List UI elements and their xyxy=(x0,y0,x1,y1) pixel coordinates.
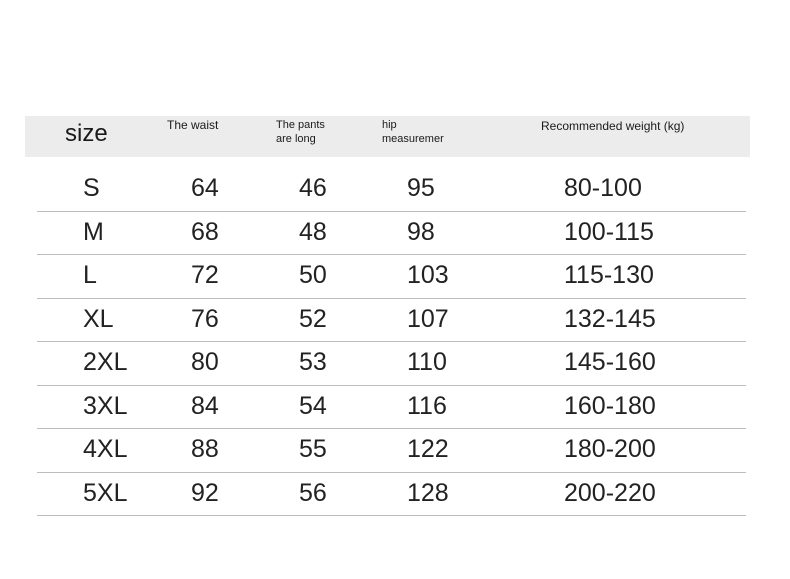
table-row xyxy=(37,472,746,517)
row-waist: 72 xyxy=(191,261,219,289)
row-size: XL xyxy=(83,304,114,333)
row-size: 4XL xyxy=(83,435,128,463)
table-row xyxy=(37,211,746,256)
row-waist: 76 xyxy=(191,304,219,333)
row-size: M xyxy=(83,217,104,246)
row-hip: 110 xyxy=(407,348,447,376)
table-row xyxy=(37,167,746,212)
row-recommended-weight: 180-200 xyxy=(564,435,656,463)
row-recommended-weight: 132-145 xyxy=(564,304,656,333)
table-row xyxy=(37,254,746,299)
row-pants-length: 46 xyxy=(299,174,327,202)
row-waist: 80 xyxy=(191,348,219,376)
header-size: size xyxy=(65,120,108,147)
row-size: 2XL xyxy=(83,348,128,376)
row-recommended-weight: 115-130 xyxy=(564,261,654,289)
row-size: 3XL xyxy=(83,391,128,420)
row-recommended-weight: 100-115 xyxy=(564,217,654,246)
header-pants-length xyxy=(276,118,325,146)
row-hip: 116 xyxy=(407,391,447,420)
row-pants-length: 55 xyxy=(299,435,327,463)
row-hip: 128 xyxy=(407,478,449,507)
row-size: L xyxy=(83,261,97,289)
row-hip: 98 xyxy=(407,217,435,246)
row-recommended-weight: 200-220 xyxy=(564,478,656,507)
row-waist: 84 xyxy=(191,391,219,420)
row-hip: 95 xyxy=(407,174,435,202)
table-header xyxy=(25,116,750,157)
row-pants-length: 48 xyxy=(299,217,327,246)
header-hip xyxy=(382,118,444,146)
table-row xyxy=(37,341,746,386)
header-pants-line1: The pants xyxy=(276,119,325,131)
row-pants-length: 50 xyxy=(299,261,327,289)
row-recommended-weight: 160-180 xyxy=(564,391,656,420)
table-row xyxy=(37,385,746,430)
row-waist: 64 xyxy=(191,174,219,202)
row-recommended-weight: 145-160 xyxy=(564,348,656,376)
row-pants-length: 52 xyxy=(299,304,327,333)
row-hip: 107 xyxy=(407,304,449,333)
row-hip: 122 xyxy=(407,435,449,463)
header-pants-line2: are long xyxy=(276,133,316,145)
table-row xyxy=(37,428,746,473)
row-waist: 92 xyxy=(191,478,219,507)
row-waist: 68 xyxy=(191,217,219,246)
header-hip-line2: measuremer xyxy=(382,133,444,145)
row-waist: 88 xyxy=(191,435,219,463)
row-pants-length: 54 xyxy=(299,391,327,420)
header-recommended-weight: Recommended weight (kg) xyxy=(541,119,685,133)
row-pants-length: 53 xyxy=(299,348,327,376)
header-hip-line1: hip xyxy=(382,119,397,131)
header-waist: The waist xyxy=(167,118,219,132)
row-recommended-weight: 80-100 xyxy=(564,174,642,202)
row-size: 5XL xyxy=(83,478,128,507)
table-row xyxy=(37,298,746,343)
row-hip: 103 xyxy=(407,261,449,289)
row-size: S xyxy=(83,174,100,202)
row-pants-length: 56 xyxy=(299,478,327,507)
